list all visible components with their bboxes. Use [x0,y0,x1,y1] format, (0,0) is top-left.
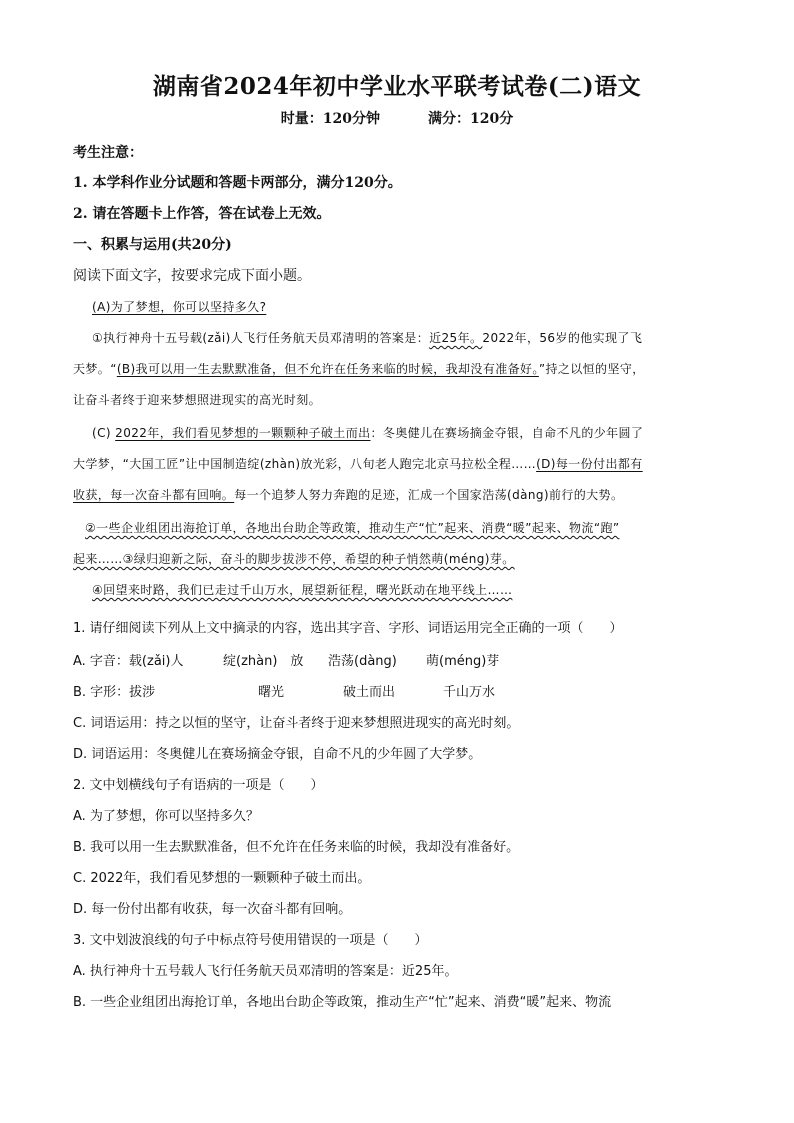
question-1-option-d: D. 词语运用：冬奥健儿在赛场摘金夺银，自命不凡的少年圆了大学梦。 [73,747,482,762]
question-2-option-d: D. 每一份付出都有收获，每一次奋斗都有回响。 [73,902,352,917]
passage-line [73,486,623,503]
option-part: B. 字形：拔涉 [73,685,156,700]
section-heading: 一、积累与运用(共20分) [73,237,232,253]
full-score: 满分：120分 [428,111,514,127]
question-2-option-a: A. 为了梦想，你可以坚持多久？ [73,809,259,824]
underlined-sentence-c: 2022年，我们看见梦想的一颗颗种子破土而出 [115,426,371,440]
passage-line-a: (A)为了梦想，你可以坚持多久? [92,300,267,314]
option-part: 千山万水 [443,685,496,700]
notice-heading: 考生注意： [73,145,143,161]
passage-text: ”持之以恒的坚守， [538,362,645,376]
question-3-option-b: B. 一些企业组团出海抢订单，各地出台助企等政策，推动生产“忙”起来、消费“暖”起来、物流 [73,995,612,1010]
time-limit: 时量：120分钟 [280,111,380,127]
wavy-sentence-a: 近25年。 [429,331,483,345]
passage-line [73,455,643,472]
page-title: 湖南省2024年初中学业水平联考试卷(二)语文 [152,73,642,100]
section-intro: 阅读下面文字，按要求完成下面小题。 [73,268,311,284]
question-1-option-c: C. 词语运用：持之以恒的坚守，让奋斗者终于迎来梦想照进现实的高光时刻。 [73,716,520,731]
option-part: A. 字音：载(zǎi)人 [73,654,184,669]
passage-line [92,424,643,441]
underlined-sentence-d: (D)每一份付出都有 [536,457,643,471]
notice-item-1: 1. 本学科作业分试题和答题卡两部分，满分120分。 [73,175,402,191]
passage-text: ①执行神舟十五号载(zǎi)人飞行任务航天员邓清明的答案是： [92,331,430,345]
wavy-sentence-2: ②一些企业组团出海抢订单，各地出台助企等政策，推动生产“忙”起来、消费“暖”起来、物流“跑” [85,521,620,535]
option-part: 绽(zhàn) 放 [223,654,304,669]
wavy-sentence-4: ④回望来时路，我们已走过千山万水，展望新征程，曙光跃动在地平线上…… [92,583,513,597]
passage-text: (C) [92,426,111,440]
passage-line [92,329,642,346]
passage-text: 2022年，56岁的他实现了飞 [482,331,643,345]
question-1-stem: 1. 请仔细阅读下列从上文中摘录的内容，选出其字音、字形、词语运用完全正确的一项（ ） [73,621,623,636]
passage-text: 天梦。“ [73,362,117,376]
underlined-sentence-d: 收获，每一次奋斗都有回响。 [73,488,235,502]
passage-text: 每一个追梦人努力奔跑的足迹，汇成一个国家浩荡(dàng)前行的大势。 [234,488,624,502]
underlined-sentence-b: (B)我可以用一生去默默准备，但不允许在任务来临的时候，我却没有准备好。 [116,362,539,376]
question-1-option-b [73,681,495,700]
notice-item-2: 2. 请在答题卡上作答，答在试卷上无效。 [73,206,331,222]
passage-text: ：冬奥健儿在赛场摘金夺银，自命不凡的少年圆了 [370,426,644,440]
passage-line [73,360,645,377]
question-2-option-c: C. 2022年，我们看见梦想的一颗颗种子破土而出。 [73,871,371,886]
question-2-stem: 2. 文中划横线句子有语病的一项是（ ） [73,778,324,793]
question-2-option-b: B. 我可以用一生去默默准备，但不允许在任务来临的时候，我却没有准备好。 [73,840,520,855]
exam-info [0,108,794,128]
wavy-sentence-3: 起来……③绿归迎新之际，奋斗的脚步拔涉不停，希望的种子悄然萌(méng)芽。 [73,552,515,566]
passage-text: 大学梦，“大国工匠”让中国制造绽(zhàn)放光彩，八旬老人跑完北京马拉松全程…… [73,457,537,471]
question-3-stem: 3. 文中划波浪线的句子中标点符号使用错误的一项是（ ） [73,933,428,948]
question-1-option-a [73,650,499,669]
question-3-option-a: A. 执行神舟十五号载人飞行任务航天员邓清明的答案是：近25年。 [73,964,458,979]
option-part: 曙光 [258,685,285,700]
passage-line: 让奋斗者终于迎来梦想照进现实的高光时刻。 [73,393,322,407]
option-part: 萌(méng)芽 [426,654,500,669]
option-part: 破土而出 [343,685,396,700]
option-part: 浩荡(dàng) [328,654,397,669]
